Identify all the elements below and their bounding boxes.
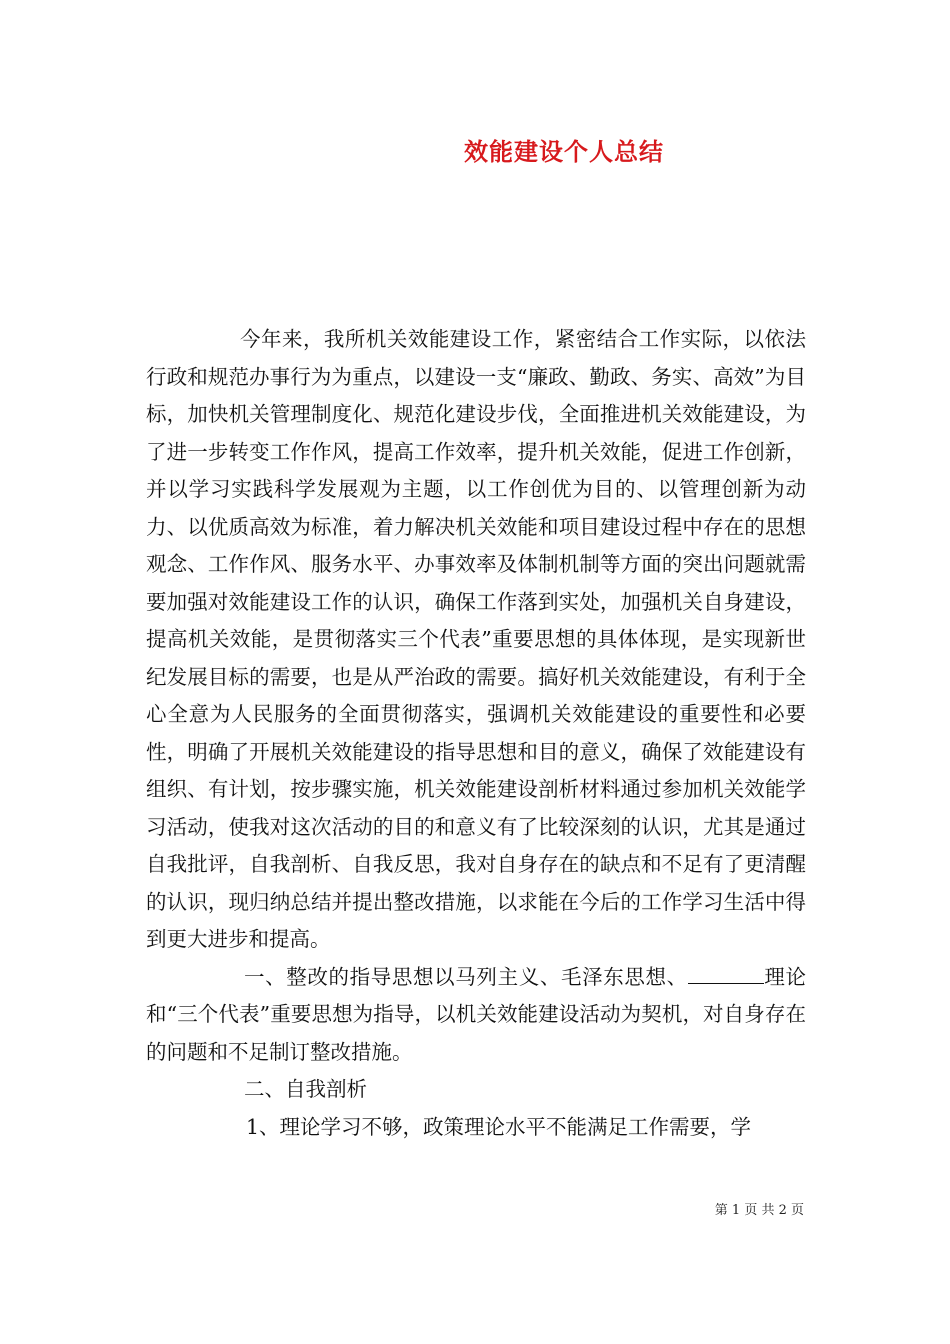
section-1-text-start: 一、整改的指导思想以马列主义、毛泽东思想、 (244, 964, 688, 989)
page-footer: 第 1 页 共 2 页 (714, 1203, 804, 1218)
document-body (146, 321, 806, 1146)
item-1-paragraph: 1、理论学习不够，政策理论水平不能满足工作需要，学 (246, 1114, 752, 1139)
document-title: 效能建设个人总结 (464, 138, 664, 166)
blank-underline (688, 969, 764, 984)
section-1-text-end: 理论和“三个代表”重要思想为指导，以机关效能建设活动为契机，对自身存在的问题和不足制订整改措施。 (146, 964, 807, 1064)
intro-paragraph: 今年来，我所机关效能建设工作，紧密结合工作实际，以依法行政和规范办事行为为重点，以建设一支“廉政、勤政、务实、高效”为目标，加快机关管理制度化、规范化建设步伐，全面推进机关效能建设，为了进一步转变工作作风，提高工作效率，提升机关效能，促进工作创新，并以学习实践科学发展观为主题，以工作创优为目的、以管理创新为动力、以优质高效为标准，着力解决机关效能和项目建设过程中存在的思想观念、工作作风、服务水平、办事效率及体制机制等方面的突出问题就需要加强对效能建设工作的认识，确保工作落到实处，加强机关自身建设，提高机关效能，是贯彻落实三个代表”重要思想的具体体现，是实现新世纪发展目标的需要，也是从严治政的需要。搞好机关效能建设，有利于全心全意为人民服务的全面贯彻落实，强调机关效能建设的重要性和必要性，明确了开展机关效能建设的指导思想和目的意义，确保了效能建设有组织、有计划，按步骤实施，机关效能建设剖析材料通过参加机关效能学习活动，使我对这次活动的目的和意义有了比较深刻的认识，尤其是通过自我批评，自我剖析、自我反思，我对自身存在的缺点和不足有了更清醒的认识，现归纳总结并提出整改措施，以求能在今后的工作学习生活中得到更大进步和提高。 (146, 327, 806, 951)
section-2-heading: 二、自我剖析 (244, 1077, 367, 1101)
section-1-paragraph (146, 959, 806, 1072)
